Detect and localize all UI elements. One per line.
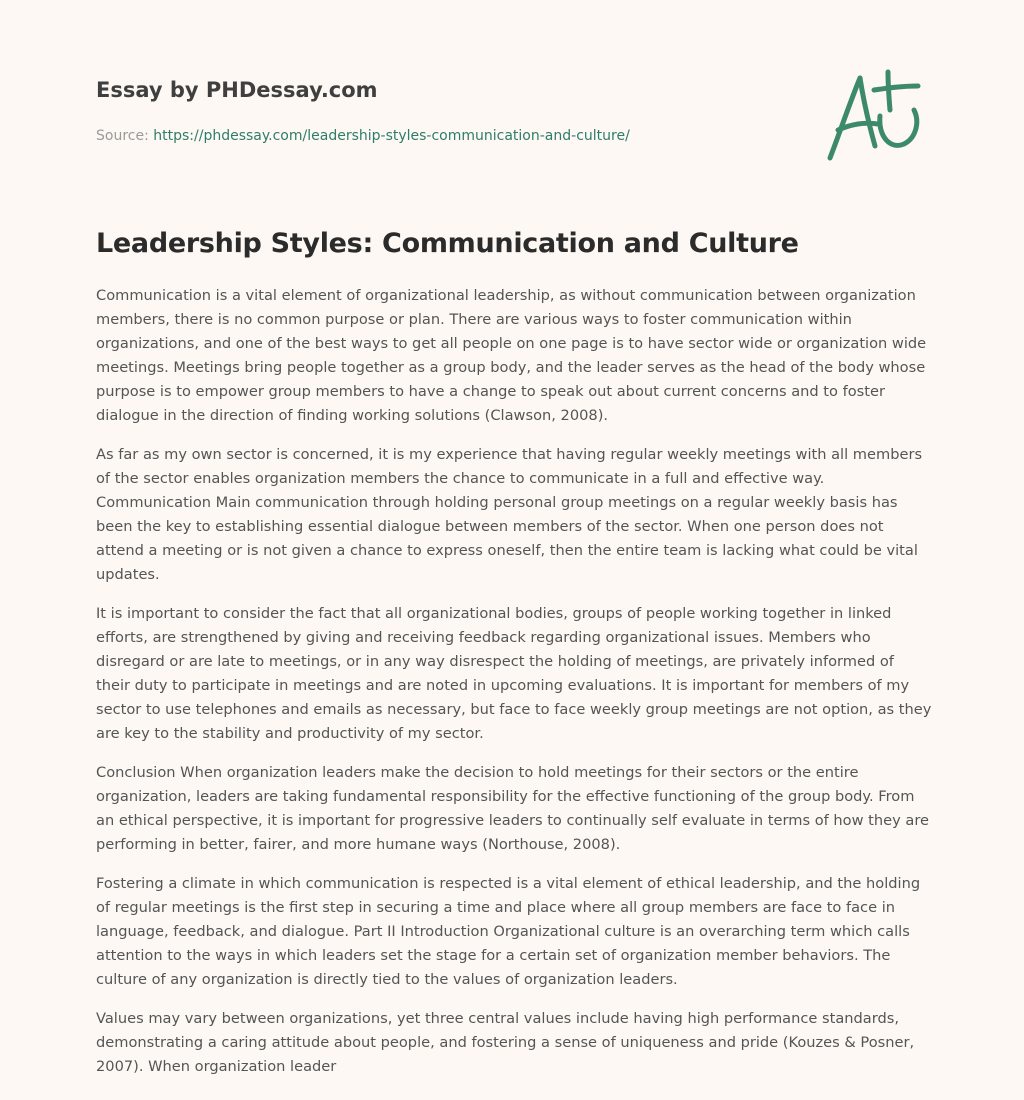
paragraph-3: It is important to consider the fact that all organizational bodies, groups of people working together in linked efforts, are strengthened by giving and receiving feedback regarding organizational issues. Members who disregard or are late to meetings, or in any way disrespect the holding of meetings, are privately informed of their duty to participate in meetings and are noted in upcoming evaluations. It is important for members of my sector to use telephones and emails as necessary, but face to face weekly group meetings are not option, as they are key to the stability and productivity of my sector. [96,605,932,742]
source-link[interactable]: https://phdessay.com/leadership-styles-communication-and-culture/ [153,128,630,144]
essay-body [96,284,932,1094]
paragraph-1: Communication is a vital element of organizational leadership, as without communication between organization members, there is no common purpose or plan. There are various ways to foster communication within organizations, and one of the best ways to get all people on one page is to have sector wide or organization wide meetings. Meetings bring people together as a group body, and the leader serves as the head of the body whose purpose is to empower group members to have a change to speak out about current concerns and to foster dialogue in the direction of finding working solutions (Clawson, 2008). [96,287,927,424]
essay-title: Leadership Styles: Communication and Culture [96,228,799,259]
source-line [96,126,796,146]
paragraph-2: As far as my own sector is concerned, it is my experience that having regular weekly meetings with all members of the sector enables organization members the chance to communicate in a full and effective way. Communication Main communication through holding personal group meetings on a regular weekly basis has been the key to establishing essential dialogue between members of the sector. When one person does not attend a meeting or is not given a chance to express oneself, then the entire team is lacking what could be vital updates. [96,446,923,583]
paragraph-4: Conclusion When organization leaders make the decision to hold meetings for their sectors or the entire organization, leaders are taking fundamental responsibility for the effective functioning of the group body. From an ethical perspective, it is important for progressive leaders to continually self evaluate in terms of how they are performing in better, fairer, and more humane ways (Northouse, 2008). [96,764,929,853]
page-header [96,76,796,146]
site-title: Essay by PHDessay.com [96,78,378,102]
paragraph-6: Values may vary between organizations, yet three central values include having high performance standards, demonstrating a caring attitude about people, and fostering a sense of uniqueness and pride (Kouzes & Posner, 2007). When organization leader [96,1010,915,1075]
source-label: Source: [96,128,149,144]
a-plus-logo-icon [818,66,928,166]
paragraph-5: Fostering a climate in which communication is respected is a vital element of ethical leadership, and the holding of regular meetings is the first step in securing a time and place where all group members are face to face in language, feedback, and dialogue. Part II Introduction Organizational culture is an overarching term which calls attention to the ways in which leaders set the stage for a certain set of organization member behaviors. The culture of any organization is directly tied to the values of organization leaders. [96,875,921,988]
